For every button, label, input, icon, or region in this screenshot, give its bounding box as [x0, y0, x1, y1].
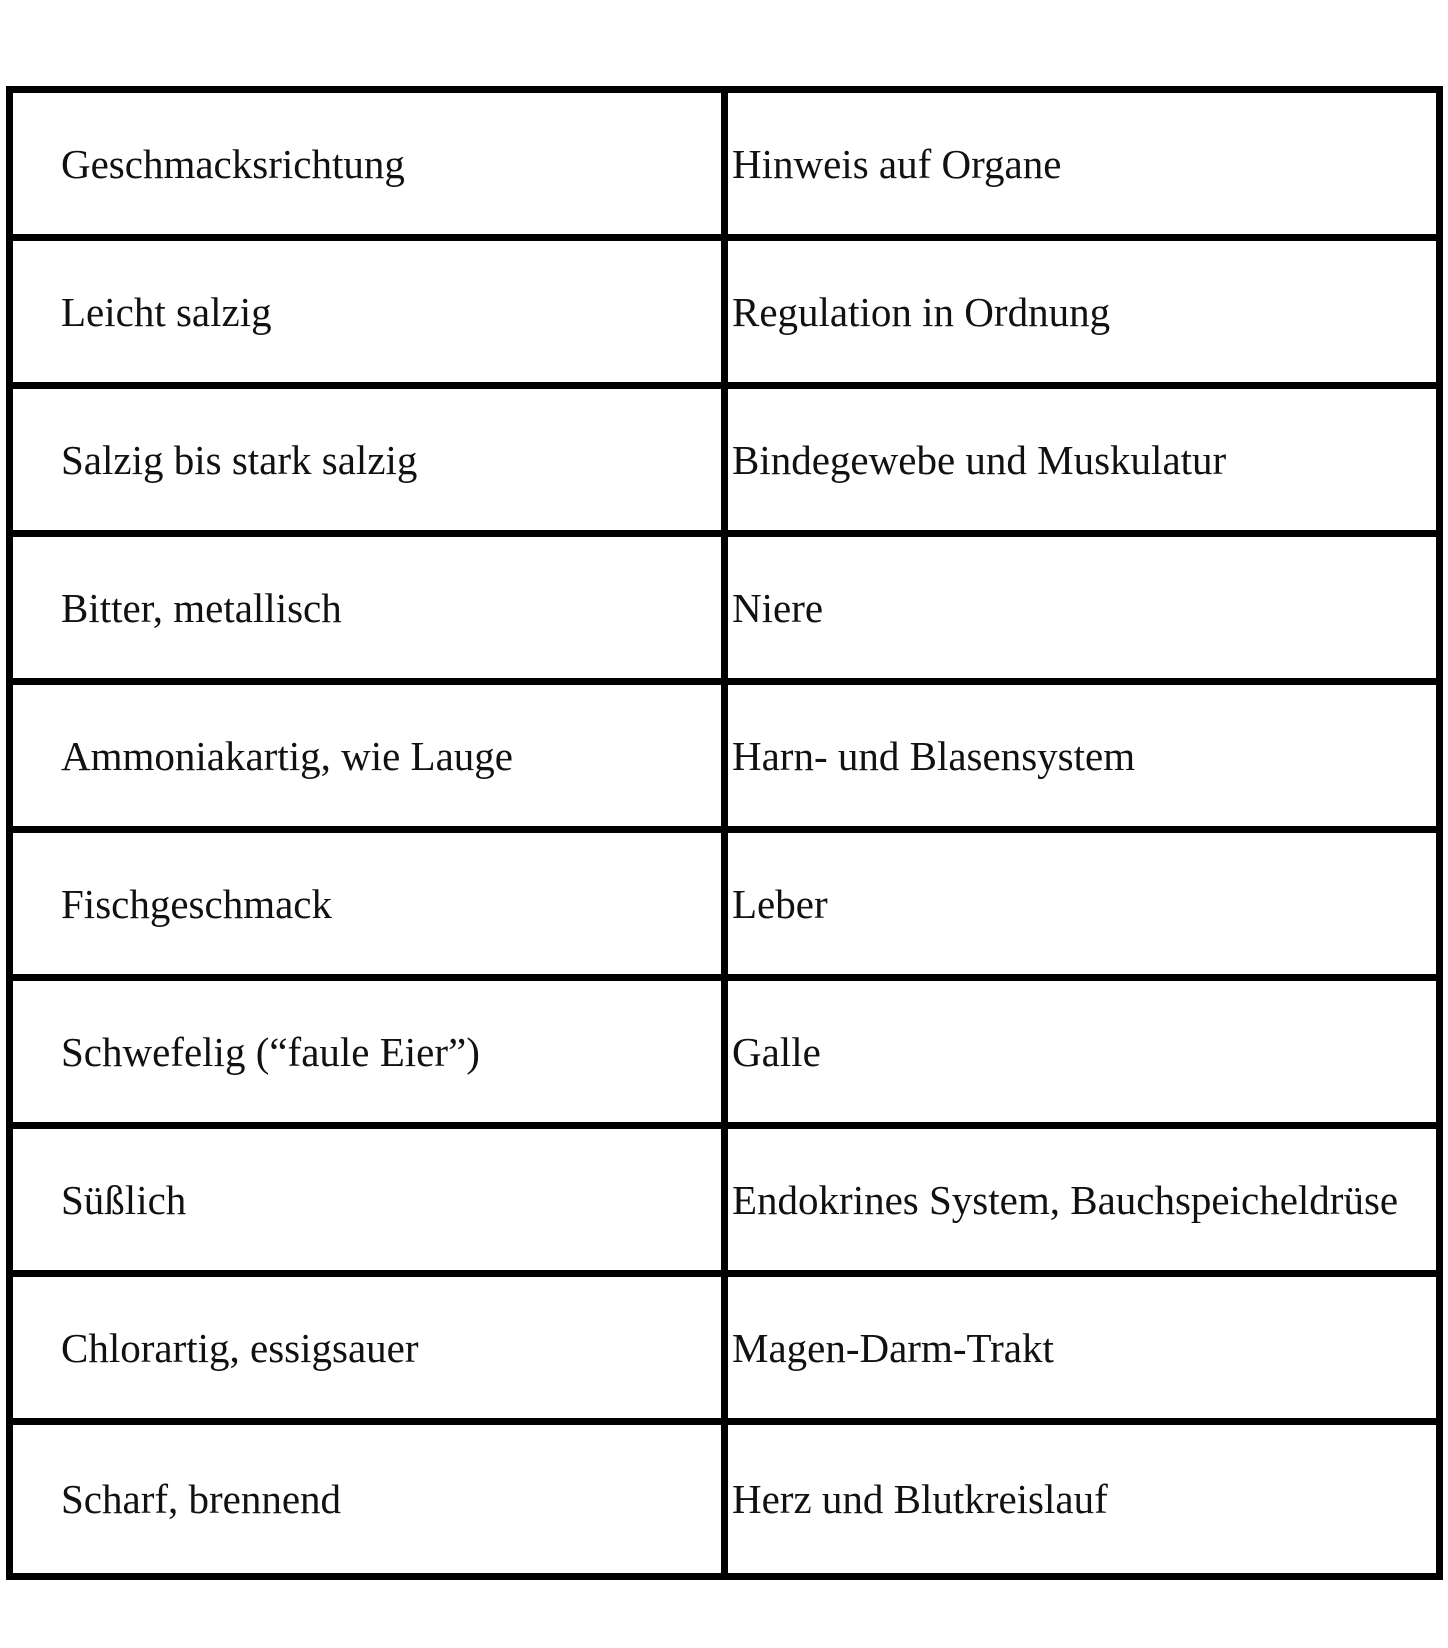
header-organ: Hinweis auf Organe: [728, 93, 1436, 241]
header-taste: Geschmacksrichtung: [13, 93, 728, 241]
table-cell-organ: Herz und Blutkreislauf: [732, 1476, 1108, 1522]
table-cell-organ: Niere: [728, 537, 1436, 685]
table-cell-organ: Harn- und Blasensystem: [728, 685, 1436, 833]
table-cell-organ: Leber: [728, 833, 1436, 981]
table-cell-taste: Ammoniakartig, wie Lauge: [13, 685, 728, 833]
table-cell-taste: Leicht salzig: [13, 241, 728, 389]
table-cell-organ: Regulation in Ordnung: [728, 241, 1436, 389]
table-cell-organ: Bindegewebe und Muskulatur: [728, 389, 1436, 537]
table-cell-organ: Endokrines System, Bauchspeicheldrüse: [728, 1129, 1436, 1277]
taste-organ-table: [6, 86, 1443, 1580]
table-cell-organ: Galle: [728, 981, 1436, 1129]
table-cell-taste: Chlorartig, essigsauer: [13, 1277, 728, 1425]
table-cell-organ: Magen-Darm-Trakt: [728, 1277, 1436, 1425]
table-cell-taste: Salzig bis stark salzig: [13, 389, 728, 537]
table-cell-taste: Süßlich: [13, 1129, 728, 1277]
table-cell-taste: Schwefelig (“faule Eier”): [13, 981, 728, 1129]
table-cell-taste: Bitter, metallisch: [13, 537, 728, 685]
table-cell-taste: Scharf, brennend: [13, 1425, 728, 1573]
table-cell-taste: Fischgeschmack: [13, 833, 728, 981]
